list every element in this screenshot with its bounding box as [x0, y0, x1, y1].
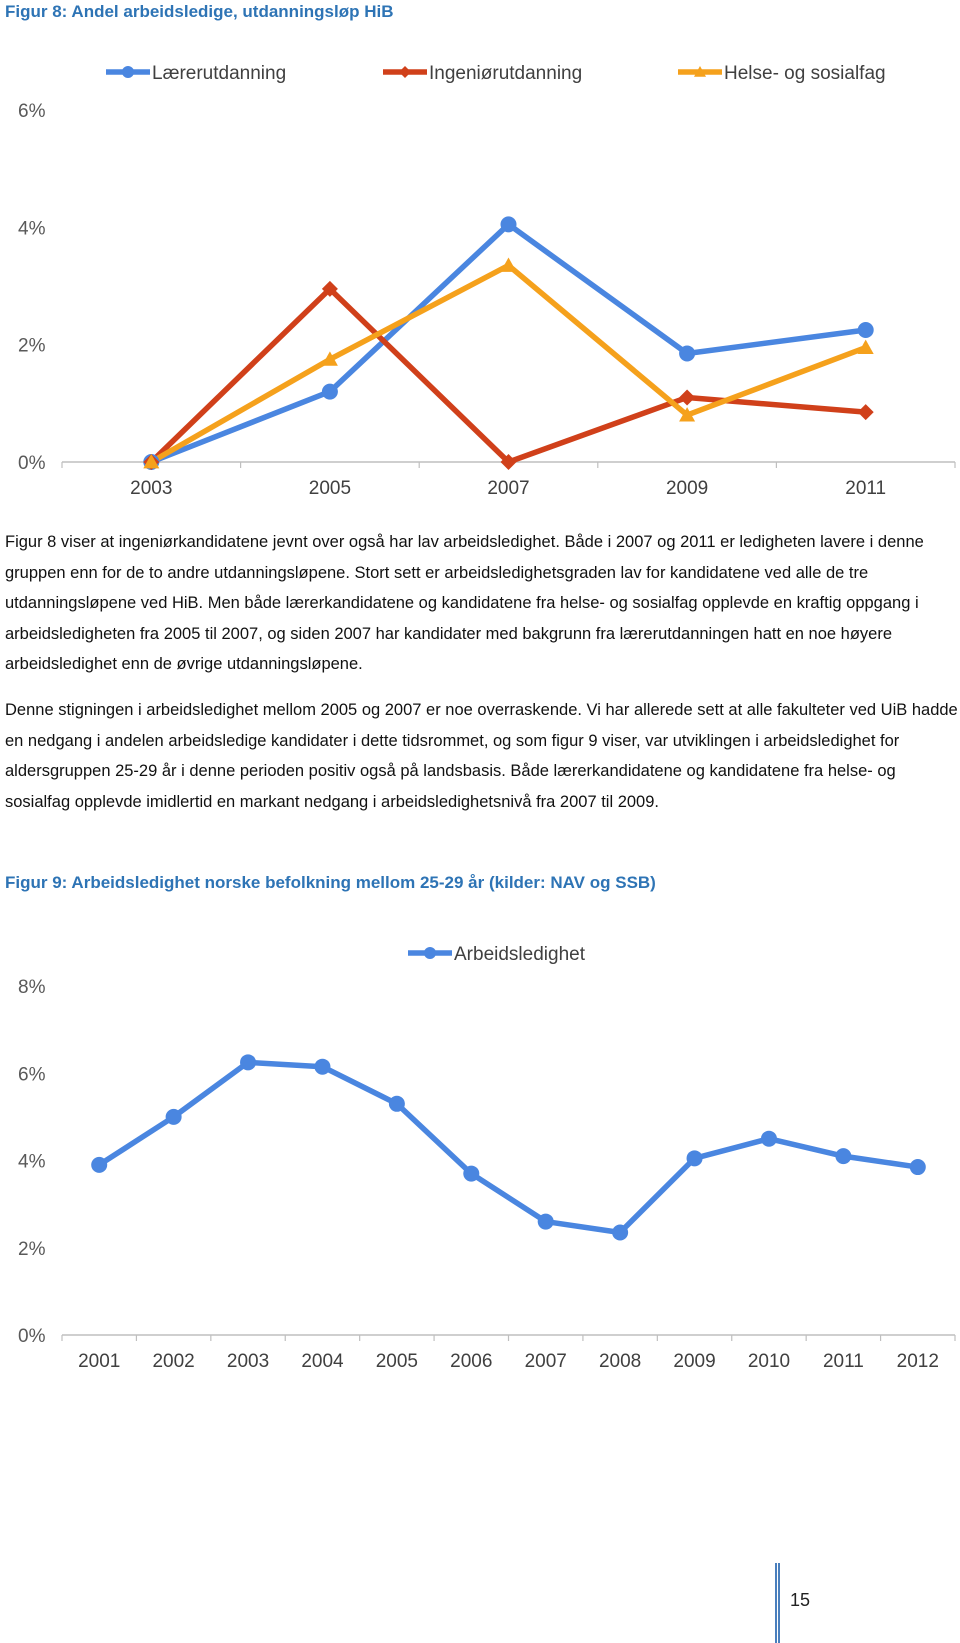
fig8-x-tick-label: 2003	[130, 478, 173, 499]
fig9-data-point	[240, 1054, 256, 1070]
fig9-y-tick-label: 8%	[18, 977, 46, 998]
fig8-series-line-2	[151, 289, 865, 462]
fig9-data-point	[910, 1159, 926, 1175]
fig9-legend-marker	[424, 947, 436, 959]
fig9-series-line-1	[99, 1062, 918, 1232]
page-number: 15	[790, 1590, 811, 1610]
fig8-series-line-3	[151, 265, 865, 462]
fig8-data-point	[501, 257, 517, 271]
fig8-x-tick-label: 2005	[308, 478, 352, 499]
fig9-x-tick-label: 2010	[747, 1351, 791, 1372]
figure-9-caption: Figur 9: Arbeidsledighet norske befolkning mellom 25-29 år (kilder: NAV og SSB)	[5, 873, 656, 892]
fig8-legend-label: Lærerutdanning	[152, 63, 287, 84]
fig9-data-point	[166, 1109, 182, 1125]
fig9-x-tick-label: 2012	[896, 1351, 939, 1372]
fig8-data-point	[679, 389, 695, 405]
fig8-legend-marker	[399, 66, 411, 78]
fig8-legend-label: Ingeniørutdanning	[429, 63, 583, 84]
fig9-y-tick-label: 6%	[18, 1064, 46, 1086]
fig9-x-tick-label: 2011	[822, 1351, 864, 1372]
fig9-data-point	[463, 1166, 479, 1182]
fig9-y-tick-label: 2%	[18, 1238, 46, 1260]
figure-8-chart	[0, 30, 960, 530]
fig9-x-tick-label: 2009	[673, 1351, 716, 1372]
fig9-x-tick-label: 2004	[301, 1351, 344, 1372]
fig9-y-tick-label: 0%	[18, 1326, 46, 1347]
fig8-legend-marker	[122, 66, 134, 78]
fig9-data-point	[389, 1096, 405, 1112]
paragraph-1: Figur 8 viser at ingeniørkandidatene jevnt over også har lav arbeidsledighet. Både i 2007 og 2011 er ledigheten lavere i denne gruppen enn for de to andre utdanningsløpene. Stort sett er arbeidsledighetsgraden lav for kandidatene ved alle de tre utdanningsløpene ved HiB. Men både lærerkandidatene og kandidatene fra helse- og sosialfag opplevde en kraftig oppgang i arbeidsledigheten fra 2005 til 2007, og siden 2007 har kandidater med bakgrunn fra lærerutdanningen hatt en noe høyere arbeidsledighet enn de øvrige utdanningsløpene.	[5, 533, 924, 673]
figure-8-caption: Figur 8: Andel arbeidsledige, utdanningsløp HiB	[5, 2, 394, 21]
fig9-x-tick-label: 2001	[78, 1351, 121, 1372]
fig8-y-tick-label: 6%	[18, 101, 46, 122]
fig9-y-tick-label: 4%	[18, 1151, 46, 1173]
fig9-data-point	[91, 1157, 107, 1173]
fig8-legend-label: Helse- og sosialfag	[724, 63, 886, 84]
fig9-data-point	[314, 1059, 330, 1075]
fig9-x-tick-label: 2003	[226, 1351, 270, 1372]
fig9-x-tick-label: 2008	[598, 1351, 642, 1372]
fig9-legend-label: Arbeidsledighet	[454, 944, 585, 965]
fig9-x-tick-label: 2007	[524, 1351, 567, 1372]
page-number-rule	[775, 1563, 780, 1643]
fig8-data-point	[679, 345, 695, 361]
fig9-data-point	[761, 1131, 777, 1147]
fig9-x-tick-label: 2002	[152, 1351, 195, 1372]
fig9-data-point	[538, 1214, 554, 1230]
paragraph-2: Denne stigningen i arbeidsledighet mellom 2005 og 2007 er noe overraskende. Vi har allerede sett at alle fakulteter ved UiB hadde en nedgang i andelen arbeidsledige kandidater i dette tidsrommet, og som figur 9 viser, var utviklingen i arbeidsledighet for aldersgruppen 25-29 år i denne perioden positiv også på landsbasis. Både lærerkandidatene og kandidatene fra helse- og sosialfag opplevde imidlertid en markant nedgang i arbeidsledighetsnivå fra 2007 til 2009.	[5, 701, 958, 811]
fig9-data-point	[612, 1224, 628, 1240]
fig9-x-tick-label: 2005	[375, 1351, 419, 1372]
fig8-x-tick-label: 2007	[487, 478, 530, 499]
figure-9-chart	[0, 920, 960, 1380]
fig8-data-point	[322, 384, 338, 400]
fig9-data-point	[687, 1150, 703, 1166]
fig9-x-tick-label: 2006	[450, 1351, 493, 1372]
fig8-y-tick-label: 2%	[18, 335, 46, 357]
fig8-x-tick-label: 2011	[845, 478, 887, 499]
fig9-data-point	[835, 1148, 851, 1164]
fig8-y-tick-label: 4%	[18, 218, 46, 240]
fig8-data-point	[858, 322, 874, 338]
fig8-y-tick-label: 0%	[18, 453, 46, 474]
fig8-x-tick-label: 2009	[665, 478, 709, 499]
fig8-data-point	[501, 216, 517, 232]
fig8-data-point	[858, 404, 874, 420]
